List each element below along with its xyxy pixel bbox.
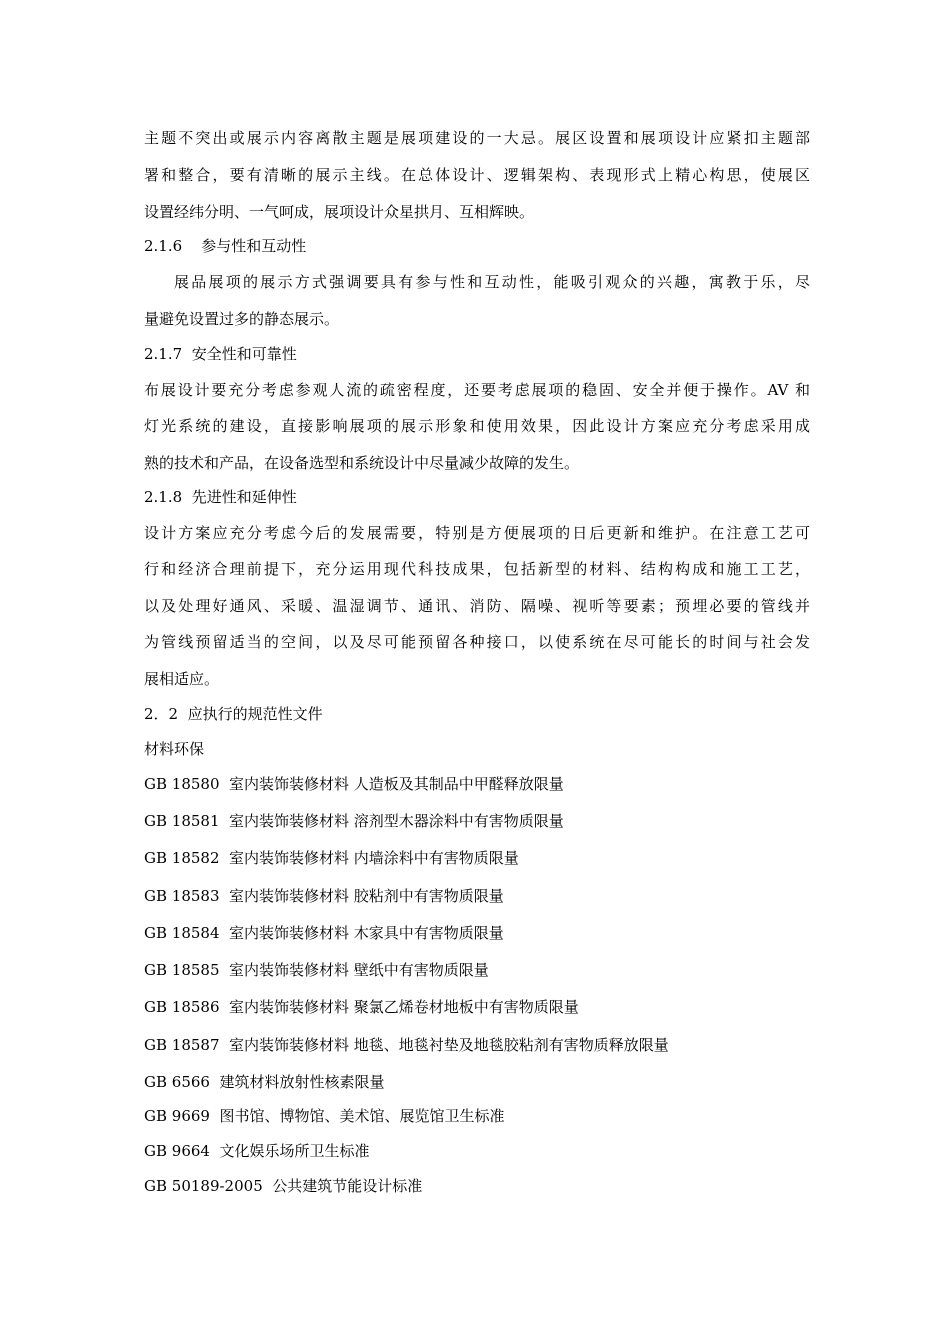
paragraph-line: 行和经济合理前提下，充分运用现代科技成果，包括新型的材料、结构构成和施工工艺， — [144, 560, 810, 578]
section-heading-2-1-7: 2.1.7 安全性和可靠性 — [144, 345, 297, 363]
standard-item: GB 6566 建筑材料放射性核素限量 — [144, 1073, 385, 1091]
standard-item: GB 18580 室内装饰装修材料 人造板及其制品中甲醛释放限量 — [144, 775, 564, 793]
standard-item: GB 9664 文化娱乐场所卫生标准 — [144, 1142, 370, 1160]
standard-item: GB 18582 室内装饰装修材料 内墙涂料中有害物质限量 — [144, 849, 519, 867]
standard-item: GB 18587 室内装饰装修材料 地毯、地毯衬垫及地毯胶粘剂有害物质释放限量 — [144, 1036, 669, 1054]
standard-item: GB 18584 室内装饰装修材料 木家具中有害物质限量 — [144, 924, 504, 942]
standard-item: GB 9669 图书馆、博物馆、美术馆、展览馆卫生标准 — [144, 1107, 505, 1125]
paragraph-line: 主题不突出或展示内容离散主题是展项建设的一大忌。展区设置和展项设计应紧扣主题部 — [144, 129, 810, 147]
paragraph-line: 灯光系统的建设，直接影响展项的展示形象和使用效果，因此设计方案应充分考虑采用成 — [144, 417, 810, 435]
paragraph-line: 展相适应。 — [144, 670, 220, 688]
paragraph-line: 熟的技术和产品，在设备选型和系统设计中尽量减少故障的发生。 — [144, 454, 580, 472]
subheading-materials: 材料环保 — [144, 740, 205, 758]
standard-item: GB 18586 室内装饰装修材料 聚氯乙烯卷材地板中有害物质限量 — [144, 998, 579, 1016]
paragraph-line: 以及处理好通风、采暖、温湿调节、通讯、消防、隔噪、视听等要素；预埋必要的管线并 — [144, 597, 810, 615]
section-heading-2-1-8: 2.1.8 先进性和延伸性 — [144, 488, 297, 506]
standard-item: GB 18583 室内装饰装修材料 胶粘剂中有害物质限量 — [144, 887, 504, 905]
section-heading-2-2: 2．2 应执行的规范性文件 — [144, 705, 323, 723]
paragraph-line: 量避免设置过多的静态展示。 — [144, 310, 340, 328]
section-heading-2-1-6: 2.1.6 参与性和互动性 — [144, 237, 307, 255]
paragraph-line: 署和整合，要有清晰的展示主线。在总体设计、逻辑架构、表现形式上精心构思，使展区 — [144, 166, 810, 184]
paragraph-line: 展品展项的展示方式强调要具有参与性和互动性，能吸引观众的兴趣，寓教于乐，尽 — [174, 273, 810, 291]
standard-item: GB 18585 室内装饰装修材料 壁纸中有害物质限量 — [144, 961, 489, 979]
paragraph-line: 布展设计要充分考虑参观人流的疏密程度，还要考虑展项的稳固、安全并便于操作。AV 和 — [144, 381, 810, 399]
paragraph-line: 设计方案应充分考虑今后的发展需要，特别是方便展项的日后更新和维护。在注意工艺可 — [144, 524, 810, 542]
standard-item: GB 18581 室内装饰装修材料 溶剂型木器涂料中有害物质限量 — [144, 812, 564, 830]
paragraph-line: 为管线预留适当的空间，以及尽可能预留各种接口，以使系统在尽可能长的时间与社会发 — [144, 633, 810, 651]
paragraph-line: 设置经纬分明、一气呵成，展项设计众星拱月、互相辉映。 — [144, 203, 535, 221]
standard-item: GB 50189-2005 公共建筑节能设计标准 — [144, 1177, 423, 1195]
